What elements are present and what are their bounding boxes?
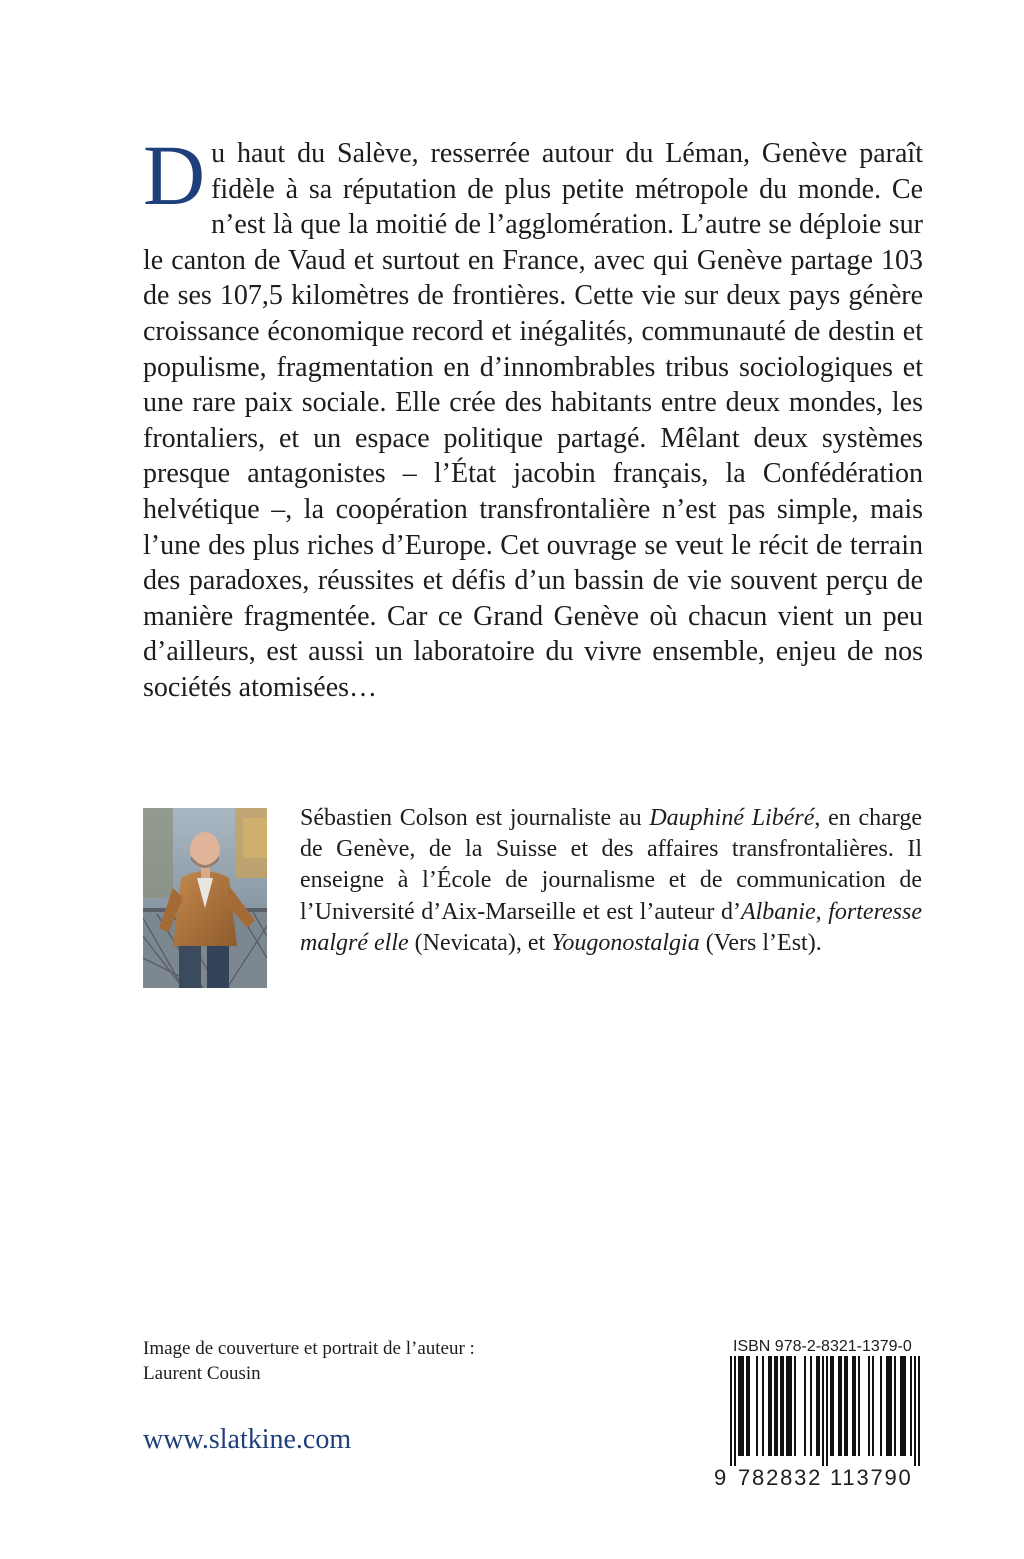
- barcode-bar: [762, 1356, 764, 1456]
- bio-book-subtitle-1: forteresse malgré elle: [300, 898, 922, 956]
- author-bio: [300, 803, 922, 959]
- bio-newspaper-title: Dauphiné Libéré: [649, 805, 815, 831]
- barcode-bar: [902, 1356, 904, 1456]
- bio-text-2: , en charge de Genève, de la Suisse et des affaires transfrontalières. Il enseigne à l’École de journalisme et de communication de l’Université d’Aix-Marseille et est l’auteur d’: [300, 805, 923, 925]
- barcode-bar: [840, 1356, 842, 1456]
- barcode-bar: [746, 1356, 748, 1456]
- cover-blurb: [143, 127, 923, 706]
- author-portrait: [143, 808, 267, 988]
- barcode-bar: [768, 1356, 770, 1456]
- image-credits: [143, 1336, 563, 1386]
- barcode-bar: [770, 1356, 772, 1456]
- credits-line-2: Laurent Cousin: [143, 1363, 261, 1384]
- barcode-digits-right: 113790: [830, 1465, 913, 1490]
- barcode-bar: [830, 1356, 832, 1456]
- barcode-bar: [782, 1356, 784, 1456]
- barcode-bar: [734, 1356, 736, 1466]
- barcode-bar: [786, 1356, 788, 1456]
- isbn-label: ISBN 978-2-8321-1379-0: [733, 1338, 912, 1355]
- barcode-bar: [794, 1356, 796, 1456]
- barcode-digit-first: 9: [714, 1465, 727, 1490]
- barcode-bar: [742, 1356, 744, 1456]
- barcode-bar: [852, 1356, 854, 1456]
- barcode-bar: [818, 1356, 820, 1456]
- barcode-bar: [738, 1356, 740, 1456]
- barcode-bar: [776, 1356, 778, 1456]
- bio-text-5: (Vers l’Est).: [699, 929, 822, 956]
- credits-line-1: Image de couverture et portrait de l’auteur :: [143, 1338, 475, 1359]
- drop-cap: D: [143, 127, 206, 223]
- barcode-bar: [780, 1356, 782, 1456]
- barcode-bar: [826, 1356, 828, 1466]
- bio-text-1: Sébastien Colson est journaliste au: [300, 805, 650, 831]
- barcode-bar: [858, 1356, 860, 1456]
- barcode-bar: [774, 1356, 776, 1456]
- barcode-bar: [872, 1356, 874, 1456]
- bio-book-title-2: Yougonostalgia: [551, 929, 700, 956]
- blurb-text: u haut du Salève, resserrée autour du Léman, Genève paraît fidèle à sa réputation de plus petite métropole du monde. Ce n’est là que la moitié de l’agglomération. L’autre se déploie sur le canton de Vaud et surtout en France, avec qui Genève partage 103 de ses 107,5 kilomètres de frontières. Cette vie sur deux pays génère croissance économique record et inégalités, communauté de destin et populisme, fragmentation en d’innombrables tribus sociologiques et une rare paix sociale. Elle crée des habitants entre deux mondes, les frontaliers, et un espace politique partagé. Mêlant deux systèmes presque antagonistes – l’État jacobin français, la Confédération helvétique –, la coopération transfrontalière n’est pas simple, mais l’une des plus riches d’Europe. Cet ouvrage se veut le récit de terrain des paradoxes, réussites et défis d’un bassin de vie souvent perçu de manière fragmentée. Car ce Grand Genève où chacun vient un peu d’ailleurs, est aussi un laboratoire du vivre ensemble, enjeu de nos sociétés atomisées…: [143, 138, 923, 703]
- barcode-bar: [740, 1356, 742, 1456]
- barcode-bar: [756, 1356, 758, 1456]
- bio-text-4: (Nevicata), et: [408, 929, 552, 956]
- barcode-digits-left: 782832: [738, 1465, 823, 1490]
- barcode-bar: [804, 1356, 806, 1456]
- barcode-bar: [880, 1356, 882, 1456]
- barcode-bar: [846, 1356, 848, 1456]
- author-portrait-image: [143, 808, 267, 988]
- barcode-bar: [886, 1356, 888, 1456]
- bio-book-title-1: Albanie: [740, 898, 816, 925]
- barcode-bar: [890, 1356, 892, 1456]
- barcode-bar: [790, 1356, 792, 1456]
- barcode-bar: [788, 1356, 790, 1456]
- barcode-bar: [904, 1356, 906, 1456]
- barcode-bar: [914, 1356, 916, 1466]
- barcode-bar: [748, 1356, 750, 1456]
- barcode-bar: [730, 1356, 732, 1466]
- publisher-website[interactable]: www.slatkine.com: [143, 1424, 352, 1455]
- barcode-bar: [918, 1356, 920, 1466]
- barcode-bar: [822, 1356, 824, 1466]
- barcode-bar: [900, 1356, 902, 1456]
- barcode-bar: [810, 1356, 812, 1456]
- bio-text-3: ,: [815, 898, 829, 925]
- barcode-bar: [832, 1356, 834, 1456]
- isbn-barcode: [716, 1356, 926, 1466]
- barcode-bar: [888, 1356, 890, 1456]
- barcode-bar: [816, 1356, 818, 1456]
- barcode-bar: [868, 1356, 870, 1456]
- barcode-bar: [838, 1356, 840, 1456]
- barcode-bar: [910, 1356, 912, 1456]
- barcode-bar: [894, 1356, 896, 1456]
- barcode-bar: [844, 1356, 846, 1456]
- barcode-bar: [854, 1356, 856, 1456]
